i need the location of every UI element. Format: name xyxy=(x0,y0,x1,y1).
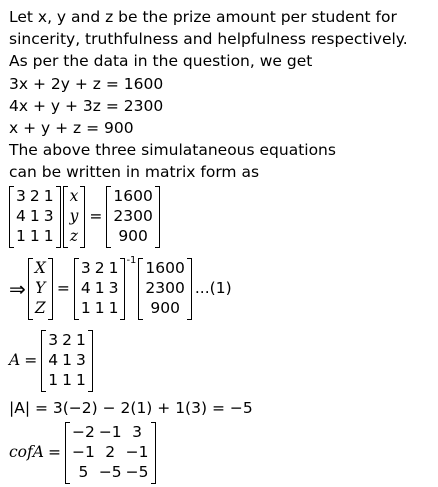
matrix-cell: 3 xyxy=(75,351,86,370)
matrix-cell: 1 xyxy=(75,331,86,350)
matrix-cell: 2300 xyxy=(113,207,153,226)
matrix-cell: −1 xyxy=(125,443,149,462)
matrix-cell: 3 xyxy=(108,279,119,298)
matrix-cell: 1 xyxy=(75,371,86,390)
cofactor-matrix xyxy=(65,422,156,484)
matrix-cell: 1 xyxy=(94,279,105,298)
implies-symbol: ⇒ xyxy=(9,277,26,301)
matrix-cell: Y xyxy=(35,279,46,298)
equation-1: 3x + 2y + z = 1600 xyxy=(9,75,164,93)
matrix-A-definition xyxy=(9,330,93,392)
coefficient-matrix xyxy=(9,186,61,248)
matrix-cell: 2 xyxy=(94,259,105,278)
text-line-3: As per the data in the question, we get xyxy=(9,52,313,70)
matrix-cell: 900 xyxy=(118,227,148,246)
matrix-cell: 1600 xyxy=(113,187,153,206)
text-line-2: sincerity, truthfulness and helpfulness respectively. xyxy=(9,30,408,48)
matrix-cell: −2 xyxy=(71,423,95,442)
matrix-cell: 3 xyxy=(80,259,91,278)
matrix-cell: 5 xyxy=(78,463,89,482)
equals-sign: = xyxy=(47,443,61,462)
matrix-cell: 1 xyxy=(48,371,59,390)
matrix-cell: 1 xyxy=(29,207,40,226)
matrix-cell: y xyxy=(69,207,79,226)
matrix-cell: 900 xyxy=(150,299,180,318)
matrix-A xyxy=(41,330,93,392)
matrix-cell: 4 xyxy=(48,351,59,370)
matrix-cell: x xyxy=(69,187,79,206)
matrix-cell: 1 xyxy=(94,299,105,318)
matrix-cell: 1 xyxy=(108,259,119,278)
matrix-cell: 2 xyxy=(105,443,116,462)
matrix-cell: 4 xyxy=(16,207,26,226)
variable-vector xyxy=(63,186,86,248)
matrix-cell: 1 xyxy=(108,299,119,318)
matrix-cell: −5 xyxy=(98,463,122,482)
equation-2: 4x + y + 3z = 2300 xyxy=(9,97,164,115)
matrix-cell: 2 xyxy=(29,187,40,206)
matrix-cell: Z xyxy=(34,299,46,318)
text-line-7: The above three simulataneous equations xyxy=(9,141,336,159)
matrix-cell: 1 xyxy=(29,227,40,246)
matrix-cell: 2 xyxy=(62,331,72,350)
inverse-superscript: -1 xyxy=(126,255,137,266)
matrix-cell: 3 xyxy=(48,331,59,350)
matrix-cell: 1 xyxy=(80,299,91,318)
equation-number: ...(1) xyxy=(194,279,232,298)
constant-vector xyxy=(106,186,159,248)
matrix-cell: 1600 xyxy=(145,259,185,278)
matrix-cell: 3 xyxy=(16,187,26,206)
matrix-cell: 1 xyxy=(43,227,54,246)
matrix-cell: −1 xyxy=(98,423,122,442)
coefficient-matrix-inverse xyxy=(74,258,126,320)
matrix-cell: 1 xyxy=(43,187,54,206)
matrix-cell: 2300 xyxy=(145,279,185,298)
matrix-cell: −1 xyxy=(71,443,95,462)
matrix-cell: X xyxy=(34,259,46,278)
cofactor-definition xyxy=(9,422,156,484)
matrix-A-label: A xyxy=(9,351,21,370)
matrix-cell: 1 xyxy=(62,371,72,390)
matrix-cell: −5 xyxy=(125,463,149,482)
matrix-cell: 1 xyxy=(16,227,26,246)
determinant-line: |A| = 3(−2) − 2(1) + 1(3) = −5 xyxy=(9,399,253,417)
matrix-cell: z xyxy=(69,227,79,246)
constant-vector xyxy=(138,258,191,320)
inverse-equation xyxy=(9,255,232,320)
matrix-equation xyxy=(9,186,160,248)
variable-vector-upper xyxy=(28,258,53,320)
text-line-1: Let x, y and z be the prize amount per student for xyxy=(9,8,397,26)
text-line-8: can be written in matrix form as xyxy=(9,163,260,181)
equals-sign: = xyxy=(24,351,38,370)
equals-sign: = xyxy=(89,207,103,226)
matrix-cell: 4 xyxy=(80,279,91,298)
cofactor-label: cofA xyxy=(9,443,44,462)
matrix-cell: 1 xyxy=(62,351,72,370)
equation-3: x + y + z = 900 xyxy=(9,119,134,137)
equals-sign: = xyxy=(56,279,70,298)
matrix-cell: 3 xyxy=(132,423,143,442)
matrix-cell: 3 xyxy=(43,207,54,226)
